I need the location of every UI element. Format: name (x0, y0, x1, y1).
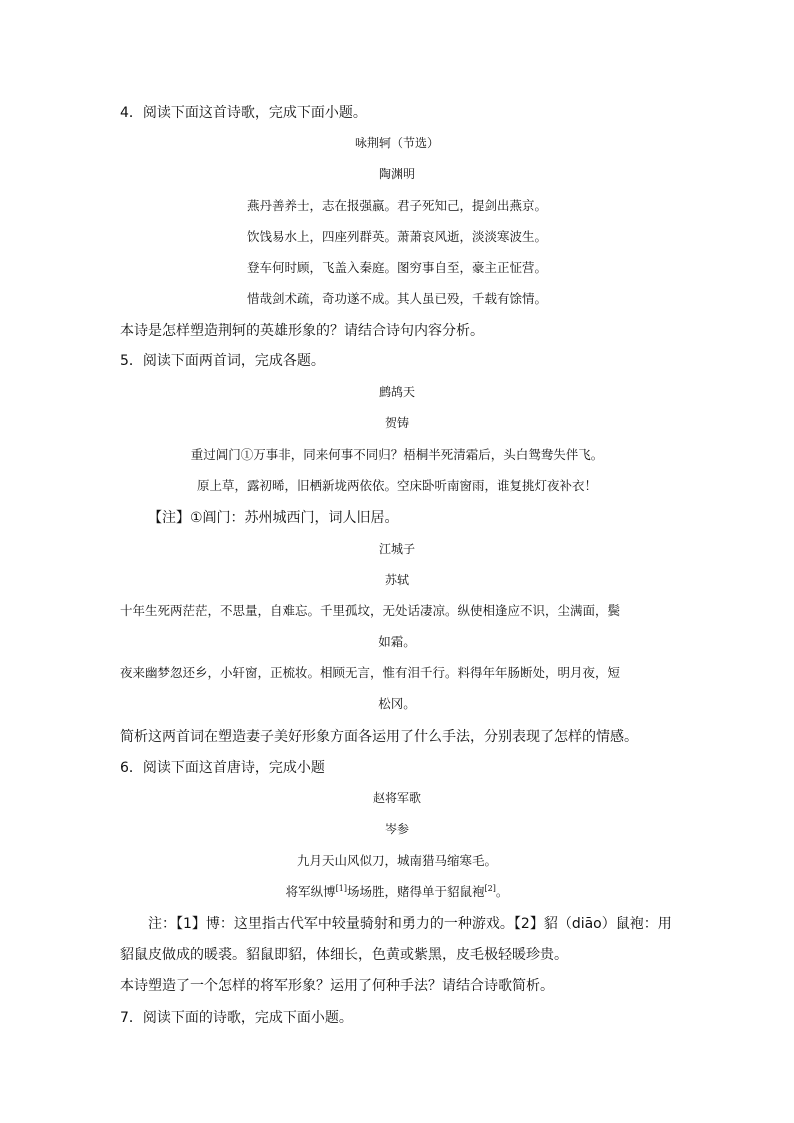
poem-author: 苏轼 (384, 573, 409, 587)
poem-line: 如霜。 (378, 634, 416, 649)
footnote-ref: [1] (335, 884, 347, 893)
poem-text: 场场胜，赌得单于貂鼠袍 (346, 884, 485, 900)
footnote-ref: [2] (484, 884, 496, 893)
poem-text: 。 (495, 884, 509, 900)
poem-line: 饮饯易水上，四座列群英。萧萧哀风逝，淡淡寒波生。 (246, 229, 547, 244)
poem-line: 十年生死两茫茫，不思量，自难忘。千里孤坟，无处话凄凉。纵使相逢应不识，尘满面，鬓 (120, 603, 621, 618)
poem-line: 重过阊门①万事非，同来何事不同归？梧桐半死清霜后，头白鸳鸯失伴飞。 (190, 447, 604, 462)
poem-author: 贺铸 (384, 416, 409, 430)
poem-line: 燕丹善养士，志在报强嬴。君子死知己，提剑出燕京。 (246, 198, 547, 213)
poem-line: 惜哉剑术疏，奇功遂不成。其人虽已殁，千载有馀情。 (246, 291, 547, 306)
poem-line: 松冈。 (378, 696, 416, 711)
poem-line: 原上草，露初晞，旧栖新垅两依依。空床卧听南窗雨，谁复挑灯夜补衣！ (196, 478, 597, 493)
poem-title: 江城子 (378, 542, 415, 556)
footnote: 注：【1】博：这里指古代军中较量骑射和勇力的一种游戏。【2】貂（diāo）鼠袍：用 (148, 916, 672, 932)
poem-author: 陶渊明 (378, 167, 415, 181)
footnote: 【注】①阊门：苏州城西门，词人旧居。 (148, 510, 399, 526)
question-6-prompt: 本诗塑造了一个怎样的将军形象？运用了何种手法？请结合诗歌简析。 (120, 978, 554, 994)
question-5-heading: 5．阅读下面两首词，完成各题。 (120, 353, 325, 369)
question-7-heading: 7．阅读下面的诗歌，完成下面小题。 (120, 1010, 353, 1026)
question-6-heading: 6．阅读下面这首唐诗，完成小题 (120, 760, 325, 776)
poem-line (0, 885, 794, 899)
poem-line: 九月天山风似刀，城南猎马缩寒毛。 (296, 853, 497, 868)
poem-author: 岑参 (384, 822, 409, 836)
poem-line: 夜来幽梦忽还乡，小轩窗，正梳妆。相顾无言，惟有泪千行。料得年年肠断处，明月夜，短 (120, 665, 621, 680)
poem-text: 将军纵博 (285, 884, 336, 900)
footnote: 貂鼠皮做成的暖裘。貂鼠即貂，体细长，色黄或紫黑，皮毛极轻暖珍贵。 (120, 947, 568, 963)
poem-title: 鹧鸪天 (378, 385, 415, 399)
poem-title: 赵将军歌 (372, 791, 421, 805)
poem-title: 咏荆轲（节选） (354, 136, 439, 150)
question-4-heading: 4．阅读下面这首诗歌，完成下面小题。 (120, 105, 367, 121)
question-5-prompt: 简析这两首词在塑造妻子美好形象方面各运用了什么手法，分别表现了怎样的情感。 (120, 729, 638, 745)
poem-line: 登车何时顾，飞盖入秦庭。图穷事自至，豪主正怔营。 (246, 260, 547, 275)
question-4-prompt: 本诗是怎样塑造荆轲的英雄形象的？请结合诗句内容分析。 (120, 323, 484, 339)
